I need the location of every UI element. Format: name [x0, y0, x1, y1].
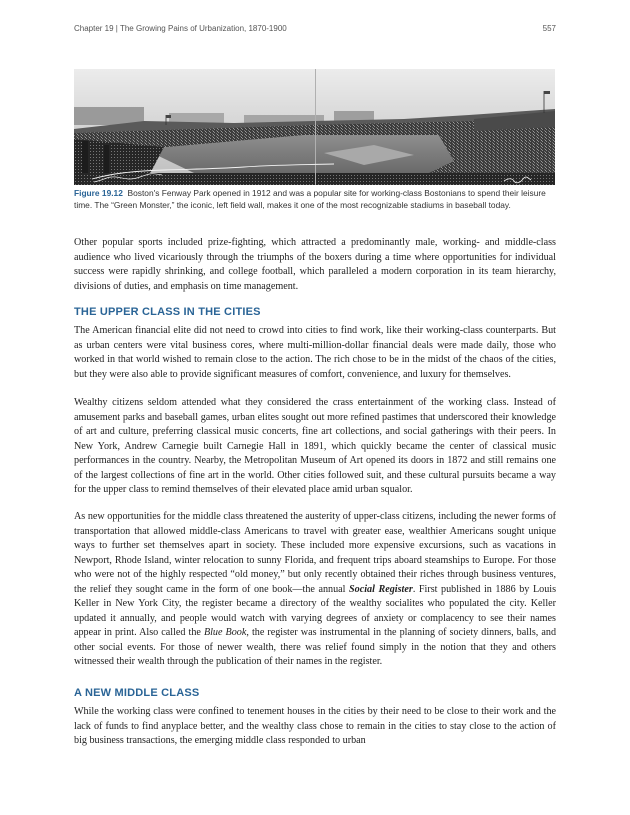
section-middle-class — [74, 687, 556, 699]
section-upper-class — [74, 306, 556, 318]
social-register-title: Social Register — [349, 583, 413, 595]
intro-paragraph-block — [74, 236, 556, 294]
upper-paragraph-3 — [74, 510, 556, 670]
middle-paragraph-1: While the working class were confined to tenement houses in the cities by their need to be close to their work and the lack of funds to find anyplace better, and the wealthy class chose to remain in the cities to stay close to the action of big business transactions, the emerging middle class responded to urban — [74, 706, 556, 746]
upper-p3-text-c: , the register was instrumental in the planning of society dinners, balls, and other social events. For those of newer wealth, there was relief found simply in the notion that they and others witnessed their wealth through the publication of their names in the register. — [74, 627, 557, 667]
figure-label: Figure 19.12 — [74, 188, 123, 198]
section-heading-middle-class: A NEW MIDDLE CLASS — [74, 687, 200, 699]
upper-paragraph-2-block — [74, 396, 556, 498]
chapter-title: Chapter 19 | The Growing Pains of Urbanization, 1870-1900 — [74, 24, 287, 33]
fenway-park-panorama-photo — [74, 69, 555, 185]
page-number: 557 — [542, 24, 556, 33]
intro-paragraph: Other popular sports included prize-fighting, which attracted a predominantly male, working- and middle-class audience who lived vicariously through the triumphs of the boxers during a time where opportunities for individual success were rapidly shrinking, and college football, which paralleled a modern corporation in its team hierarchy, divisions of duties, and emphasis on time management. — [74, 237, 556, 292]
middle-paragraph-1-block — [74, 705, 556, 749]
section-heading-upper-class: THE UPPER CLASS IN THE CITIES — [74, 306, 261, 318]
upper-p3-text-a: As new opportunities for the middle class threatened the austerity of upper-class citizens, including the newer forms of transportation that allowed middle-class Americans to travel with greater ease, wealthier Americans sought unique ways to further set themselves apart in society. These included more expensive excursions, such as vacations in Newport, Rhode Island, winter relocation to sunny Florida, and frequent trips aboard steamships to Europe. For those who were not of the highly respected “old money,” but only recently obtained their riches through business ventures, the relief they sought came in the form of one book—the annual — [74, 511, 556, 595]
upper-paragraph-1-block — [74, 324, 556, 382]
figure-caption-text: Boston's Fenway Park opened in 1912 and was a popular site for working-class Bostonians to spend their leisure time. The “Green Monster,” the iconic, left field wall, makes it one of the most recognizable stadiums in baseball today. — [74, 188, 546, 210]
upper-paragraph-2: Wealthy citizens seldom attended what they considered the crass entertainment of the working class. Instead of amusement parks and baseball games, urban elites sought out more refined pastimes that underscored their knowledge of art and culture, preferring classical music concerts, fine art collections, and social gatherings with their peers. In New York, Andrew Carnegie built Carnegie Hall in 1891, which quickly became the center of classical music performances in the country. Nearby, the Metropolitan Museum of Art opened its doors in 1872 and still remains one of the largest collections of fine art in the world. Other cities followed suit, and these cultural pursuits became a way for the upper class to remind themselves of their elevated place amid urban squalor. — [74, 397, 556, 495]
upper-paragraph-3-block — [74, 510, 556, 670]
upper-paragraph-1: The American financial elite did not need to crowd into cities to find work, like their working-class counterparts. But as urban centers were vital business cores, where multi-million-dollar financial deals were made daily, those who worked in that world wished to remain close to the action. The rich chose to be in the midst of the chaos of the cities, but they were also able to provide significant measures of comfort, convenience, and luxury for themselves. — [74, 325, 556, 380]
upper-p3-text-b: . First published in 1886 by Louis Keller in New York City, the register became a directory of the wealthy socialites who populated the city. Keller updated it annually, and people would watch with varying degrees of anxiety or complacency to see their names appear in print. Also called the — [74, 583, 557, 638]
figure-caption — [74, 188, 555, 211]
blue-book-title: Blue Book — [203, 627, 247, 638]
running-header — [74, 24, 556, 36]
